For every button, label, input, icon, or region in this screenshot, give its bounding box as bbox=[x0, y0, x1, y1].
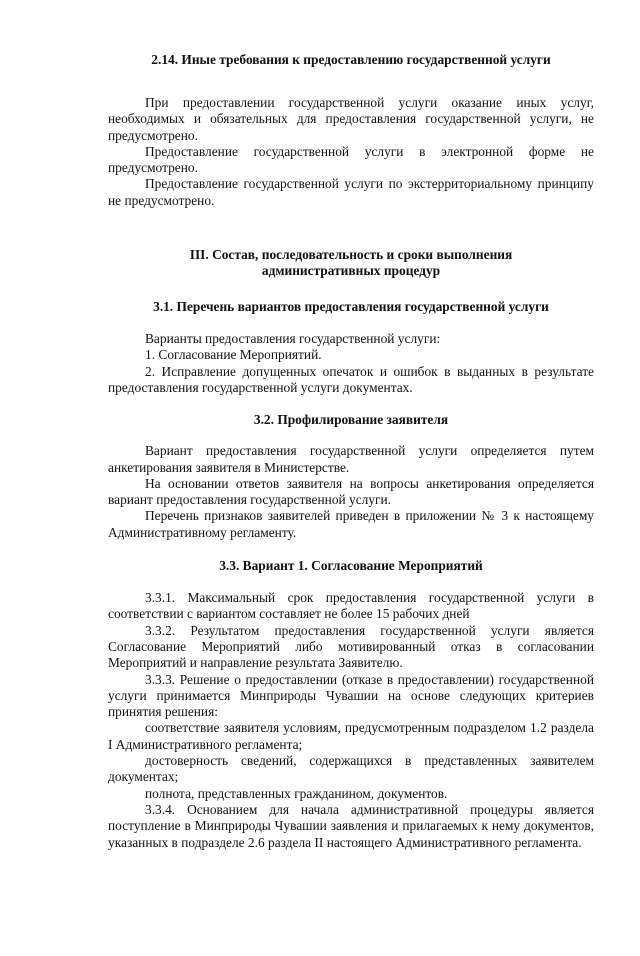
paragraph: достоверность сведений, содержащихся в представленных заявителем документах; bbox=[108, 753, 594, 785]
paragraph: На основании ответов заявителя на вопросы анкетирования определяется вариант предоставления государственной услуги. bbox=[108, 475, 594, 508]
paragraph: 3.3.4. Основанием для начала административной процедуры является поступление в Минприроды Чувашии заявления и прилагаемых к нему документов, указанных в подразделе 2.6 раздела II настоящего Административного регламента. bbox=[108, 801, 594, 850]
paragraph: 3.3.3. Решение о предоставлении (отказе в предоставлении) государственной услуги принимается Минприроды Чувашии на основе следующих критериев принятия решения: bbox=[108, 671, 594, 720]
paragraph: Вариант предоставления государственной услуги определяется путем анкетирования заявителя в Министерстве. bbox=[108, 443, 594, 475]
section-2-14-title: 2.14. Иные требования к предоставлению государственной услуги bbox=[151, 52, 551, 67]
paragraph: Предоставление государственной услуги в электронной форме не предусмотрено. bbox=[108, 143, 594, 176]
paragraph: полнота, представленных гражданином, документов. bbox=[145, 785, 448, 801]
section-3-1-title: 3.1. Перечень вариантов предоставления государственной услуги bbox=[153, 299, 549, 315]
paragraph: Перечень признаков заявителей приведен в приложении № 3 к настоящему Административному регламенту. bbox=[108, 508, 594, 540]
list-item: 1. Согласование Мероприятий. bbox=[145, 347, 322, 363]
section-3-2-title: 3.2. Профилирование заявителя bbox=[253, 412, 449, 428]
section-3-title-line1: III. Состав, последовательность и сроки выполнения bbox=[189, 247, 513, 263]
paragraph: соответствие заявителя условиям, предусмотренным подразделом 1.2 раздела I Административного регламента; bbox=[108, 720, 594, 752]
list-item: 2. Исправление допущенных опечаток и ошибок в выданных в результате предоставления государственной услуги документах. bbox=[108, 363, 594, 395]
paragraph: Варианты предоставления государственной услуги: bbox=[145, 331, 441, 347]
paragraph: 3.3.1. Максимальный срок предоставления государственной услуги в соответствии с вариантом составляет не более 15 рабочих дней bbox=[108, 590, 594, 622]
paragraph: При предоставлении государственной услуги оказание иных услуг, необходимых и обязательных для предоставления государственной услуги, не предусмотрено. bbox=[108, 95, 594, 143]
section-3-3-title: 3.3. Вариант 1. Согласование Мероприятий bbox=[219, 558, 483, 574]
section-3-title-line2: административных процедур bbox=[261, 263, 441, 279]
document-page bbox=[0, 52, 640, 956]
paragraph: 3.3.2. Результатом предоставления государственной услуги является Согласование Мероприятий либо мотивированный отказ в согласовании Мероприятий и направление результата Заявителю. bbox=[108, 622, 594, 671]
paragraph: Предоставление государственной услуги по экстерриториальному принципу не предусмотрено. bbox=[108, 176, 594, 208]
section-3-title bbox=[108, 247, 594, 279]
